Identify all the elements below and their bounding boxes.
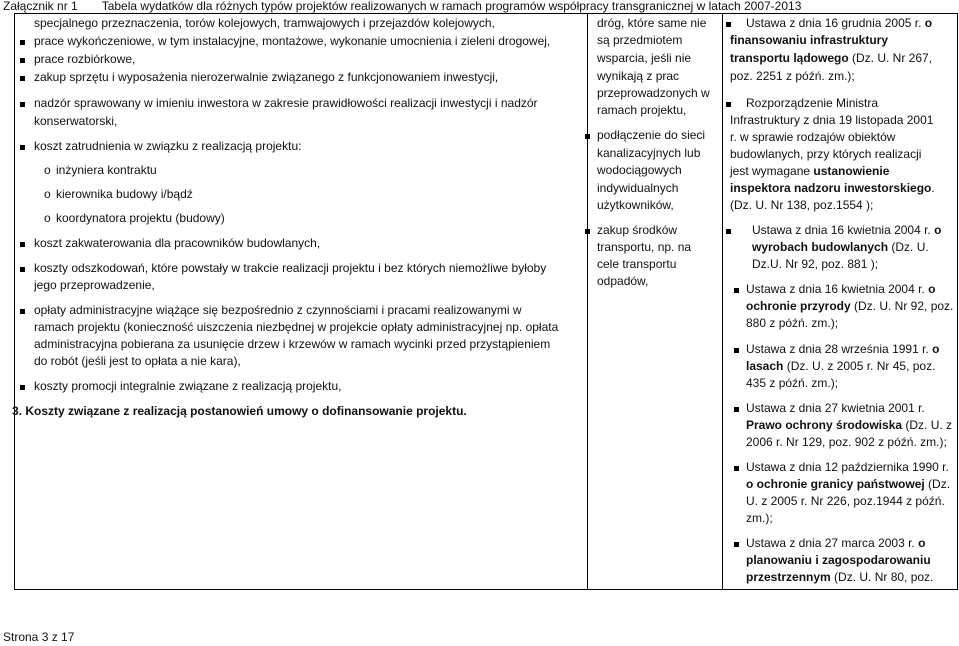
legal-act-continuation: Infrastruktury z dnia 19 listopada 2001 (730, 113, 934, 127)
circle-bullet-icon: o (44, 187, 51, 201)
legal-act-continuation: lasach (Dz. U. z 2005 r. Nr 45, poz. (746, 359, 936, 373)
attachment-label: Załącznik nr 1 (3, 0, 78, 13)
list-item-continuation: kanalizacyjnych lub (597, 146, 701, 160)
bullet-icon (20, 267, 25, 272)
column-divider (587, 14, 588, 589)
bullet-icon (20, 309, 25, 314)
legal-act-continuation: (Dz. U. Nr 138, poz.1554 ); (730, 198, 874, 212)
bullet-icon (20, 40, 25, 45)
list-item: opłaty administracyjne wiążące się bezpośrednio z czynnościami i pracami realizowanymi w (34, 303, 522, 317)
circle-bullet-icon: o (44, 211, 51, 225)
bullet-icon (20, 145, 25, 150)
legal-act-continuation: 435 z późń. zm.); (746, 376, 839, 390)
column-divider (722, 14, 723, 589)
list-item-continuation: administracyjna pobierana za usunięcie drzew i krzewów w ramach wycinki przed przystąpieniem (34, 337, 551, 351)
bullet-icon (585, 134, 590, 139)
legal-act: Ustawa z dnia 16 kwietnia 2004 r. o (752, 223, 942, 237)
list-item: zakup sprzętu i wyposażenia nierozerwalnie związanego z funkcjonowaniem inwestycji, (34, 70, 499, 84)
legal-act-continuation: finansowaniu infrastruktury (730, 33, 889, 47)
legal-act: Ustawa z dnia 27 kwietnia 2001 r. (746, 401, 925, 415)
page-header (3, 0, 801, 13)
list-item-continuation: ramach projektu, (597, 103, 687, 117)
list-item-continuation: odpadów, (597, 274, 649, 288)
list-item: koszty odszkodowań, które powstały w trakcie realizacji projektu i bez których niemożliwe byłoby (34, 261, 547, 275)
list-item-continuation: przeprowadzonych w (597, 86, 710, 100)
legal-act-continuation: ochronie przyrody (Dz. U. Nr 92, poz. (746, 299, 954, 313)
list-item: zakup środków (597, 223, 678, 237)
bullet-icon (734, 466, 739, 471)
legal-act: Ustawa z dnia 27 marca 2003 r. o (746, 536, 926, 550)
bullet-icon (726, 22, 731, 27)
legal-act: Ustawa z dnia 28 września 1991 r. o (746, 342, 940, 356)
list-item-continuation: są przedmiotem (597, 33, 683, 47)
list-item-continuation: wynikają z prac (597, 69, 680, 83)
list-item: prace rozbiórkowe, (34, 52, 136, 66)
bullet-icon (20, 242, 25, 247)
bullet-icon (20, 102, 25, 107)
list-item: specjalnego przeznaczenia, torów kolejowych, tramwajowych i przejazdów kolejowych, (34, 16, 495, 30)
list-item-continuation: wsparcia, jeśli nie (597, 51, 692, 65)
legal-act: Ustawa z dnia 16 grudnia 2005 r. o (746, 16, 933, 30)
list-item-continuation: do robót (jeśli jest to opłata a nie kara), (34, 354, 241, 368)
list-item-continuation: jego przeprowadzenie, (34, 278, 155, 292)
list-item-continuation: wodociągowych (597, 163, 682, 177)
list-item-continuation: użytkowników, (597, 198, 674, 212)
sub-list-item: inżyniera kontraktu (56, 163, 157, 177)
list-item: dróg, które same nie (597, 16, 707, 30)
legal-act-continuation: Dz.U. Nr 92, poz. 881 ); (752, 257, 879, 271)
bullet-icon (20, 58, 25, 63)
bullet-icon (734, 348, 739, 353)
document-title: Tabela wydatków dla różnych typów projektów realizowanych w ramach programów współpracy transgranicznej w latach 2007-2013 (101, 0, 802, 13)
list-item-continuation: ramach projektu (konieczność uiszczenia niezbędnej w projekcie opłaty administracyjnej np. opłata (34, 320, 559, 334)
bullet-icon (585, 229, 590, 234)
list-item: nadzór sprawowany w imieniu inwestora w zakresie prawidłowości realizacji inwestycji i nadzór (34, 96, 538, 110)
legal-act-continuation: planowaniu i zagospodarowaniu (746, 553, 931, 567)
bullet-icon (726, 102, 731, 107)
bullet-icon (734, 542, 739, 547)
legal-act-continuation: zm.); (746, 511, 773, 525)
bullet-icon (734, 288, 739, 293)
legal-act-continuation: inspektora nadzoru inwestorskiego. (730, 181, 935, 195)
legal-act-continuation: U. z 2005 r. Nr 226, poz.1944 z późń. (746, 494, 945, 508)
bullet-icon (726, 229, 731, 234)
legal-act-continuation: 880 z późń. zm.); (746, 316, 839, 330)
page-number: Strona 3 z 17 (3, 630, 75, 644)
bullet-icon (20, 385, 25, 390)
list-item: prace wykończeniowe, w tym instalacyjne, montażowe, wykonanie umocnienia i zieleni drogowej, (34, 34, 551, 48)
section-heading: 3. Koszty związane z realizacją postanowień umowy o dofinansowanie projektu. (12, 404, 467, 418)
list-item: koszt zakwaterowania dla pracowników budowlanych, (34, 236, 321, 250)
legal-act-continuation: wyrobach budowlanych (Dz. U. (752, 240, 929, 254)
legal-act-continuation: Prawo ochrony środowiska (Dz. U. z (746, 418, 953, 432)
sub-list-item: kierownika budowy i/bądź (56, 187, 193, 201)
bullet-icon (734, 407, 739, 412)
list-item-continuation: indywidualnych (597, 181, 679, 195)
list-item: koszty promocji integralnie związane z realizacją projektu, (34, 379, 342, 393)
legal-act-continuation: 2006 r. Nr 129, poz. 902 z późń. zm.); (746, 435, 947, 449)
legal-act-continuation: transportu lądowego (Dz. U. Nr 267, (730, 51, 933, 65)
legal-act-continuation: o ochronie granicy państwowej (Dz. (746, 477, 951, 491)
legal-act: Rozporządzenie Ministra (746, 96, 879, 110)
expenditure-table (14, 13, 958, 590)
legal-act-continuation: budowlanych, przy których realizacji (730, 147, 922, 161)
list-item-continuation: transportu, np. na (597, 240, 692, 254)
legal-act-continuation: r. w sprawie rodzajów obiektów (730, 130, 896, 144)
legal-act-continuation: przestrzennym (Dz. U. Nr 80, poz. (746, 570, 934, 584)
bullet-icon (20, 76, 25, 81)
legal-act: Ustawa z dnia 16 kwietnia 2004 r. o (746, 282, 936, 296)
legal-act: Ustawa z dnia 12 października 1990 r. (746, 460, 949, 474)
legal-act-continuation: jest wymagane ustanowienie (730, 164, 890, 178)
list-item: koszt zatrudnienia w związku z realizacją projektu: (34, 139, 302, 153)
list-item-continuation: konserwatorski, (34, 114, 118, 128)
list-item: podłączenie do sieci (597, 128, 706, 142)
sub-list-item: koordynatora projektu (budowy) (56, 211, 225, 225)
list-item-continuation: cele transportu (597, 257, 677, 271)
circle-bullet-icon: o (44, 163, 51, 177)
legal-act-continuation: poz. 2251 z późń. zm.); (730, 69, 855, 83)
